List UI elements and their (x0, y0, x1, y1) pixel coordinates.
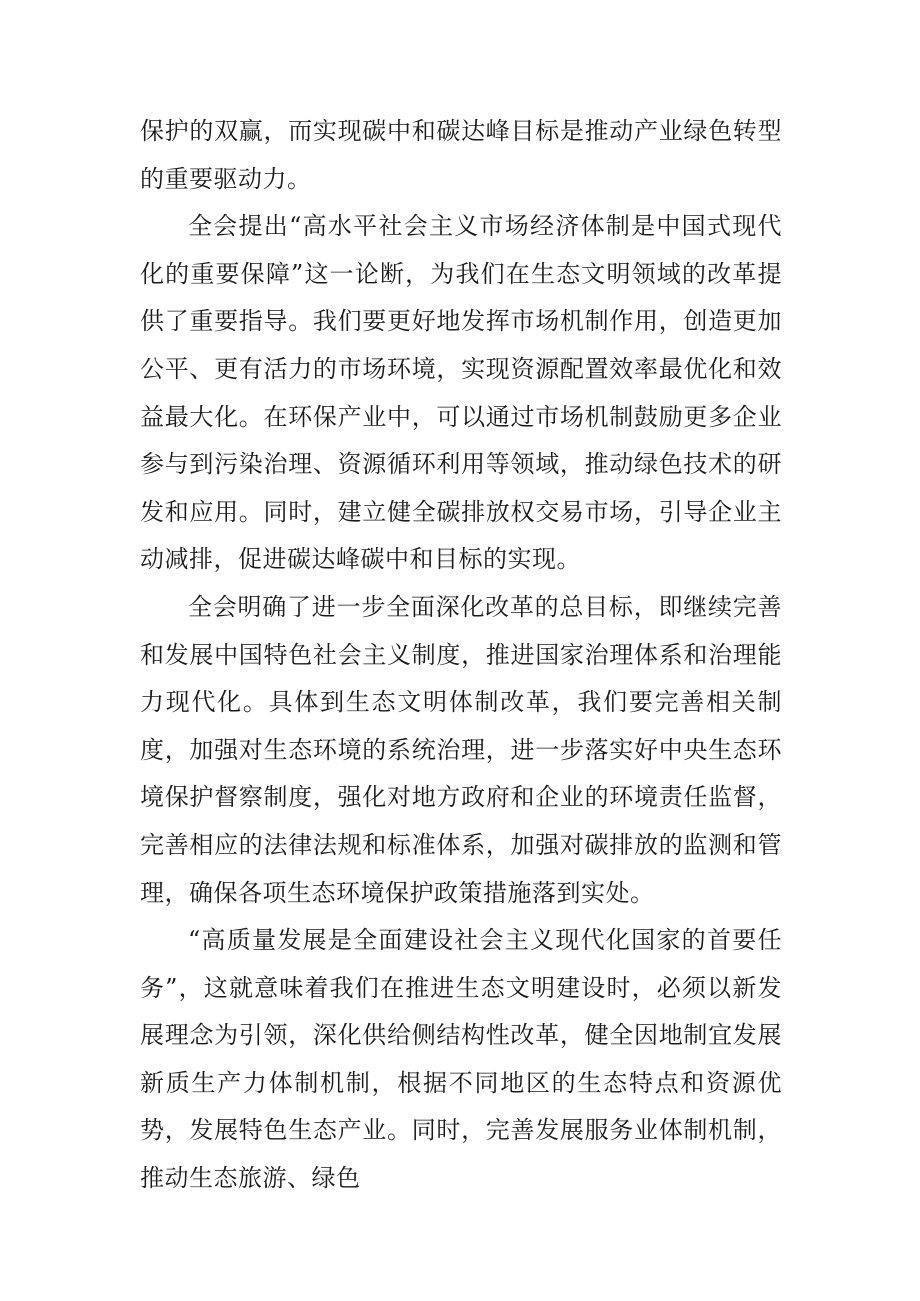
paragraph-4: “高质量发展是全面建设社会主义现代化国家的首要任务”，这就意味着我们在推进生态文明建设时，必须以新发展理念为引领，深化供给侧结构性改革，健全因地制宜发展新质生产力体制机制，根据不同地区的生态特点和资源优势，发展特色生态产业。同时，完善发展服务业体制机制，推动生态旅游、绿色 (140, 926, 782, 1193)
paragraph-1: 保护的双赢，而实现碳中和碳达峰目标是推动产业绿色转型的重要驱动力。 (140, 117, 782, 193)
paragraph-3: 全会明确了进一步全面深化改革的总目标，即继续完善和发展中国特色社会主义制度，推进国家治理体系和治理能力现代化。具体到生态文明体制改革，我们要完善相关制度，加强对生态环境的系统治理，进一步落实好中央生态环境保护督察制度，强化对地方政府和企业的环境责任监督，完善相应的法律法规和标准体系，加强对碳排放的监测和管理，确保各项生态环境保护政策措施落到实处。 (140, 592, 782, 907)
paragraph-2: 全会提出“高水平社会主义市场经济体制是中国式现代化的重要保障”这一论断，为我们在生态文明领域的改革提供了重要指导。我们要更好地发挥市场机制作用，创造更加公平、更有活力的市场环境，实现资源配置效率最优化和效益最大化。在环保产业中，可以通过市场机制鼓励更多企业参与到污染治理、资源循环利用等领域，推动绿色技术的研发和应用。同时，建立健全碳排放权交易市场，引导企业主动减排，促进碳达峰碳中和目标的实现。 (140, 212, 782, 574)
document-body (140, 108, 782, 1203)
